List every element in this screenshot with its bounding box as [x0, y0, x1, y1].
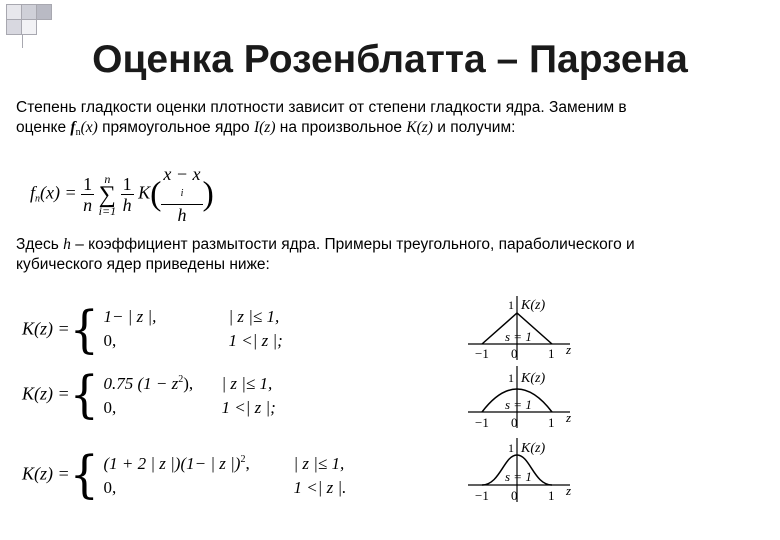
sum-symbol: n ∑ i=1	[98, 171, 117, 218]
intro-line-1: Степень гладкости оценки плотности зависит от степени гладкости ядра. Заменим в	[16, 99, 627, 116]
parzen-estimate-formula: $f_n(x)$ = $\frac{1}{n}$ n ∑ i=1 $\frac{1}{h}$ K( x − x i h )	[30, 164, 214, 225]
triangular-kernel-plot	[468, 296, 571, 361]
svg-text:K(z): K(z)	[521, 298, 546, 313]
note-line-2: кубического ядер приведены ниже:	[16, 256, 270, 273]
parabolic-kernel-plot	[468, 366, 571, 430]
intro-line-2: оценке $f_n(x)$ прямоугольное ядро I(z) на произвольное K(z) и получим:	[16, 119, 516, 138]
svg-text:1: 1	[508, 371, 514, 385]
svg-text:0: 0	[511, 415, 518, 430]
svg-text:1: 1	[548, 488, 555, 503]
fraction-1-over-h: $\frac{1}{h}$	[122, 174, 132, 215]
svg-text:−1: −1	[475, 488, 489, 503]
parabolic-kernel-formula: K(z) ={ 0.75 $(1 - z^2)$, | z |≤ 1, 0, 1 <| z |;	[22, 364, 276, 424]
svg-text:1: 1	[508, 298, 514, 312]
svg-text:−1: −1	[475, 346, 489, 361]
fraction-1-over-n: $\frac{1}{n}$	[83, 174, 93, 215]
svg-text:−1: −1	[475, 415, 489, 430]
triangular-kernel-formula: K(z) ={ 1− | z |, | z |≤ 1, 0, 1 <| z |;	[22, 299, 283, 359]
svg-text:z: z	[566, 483, 572, 498]
svg-text:K(z): K(z)	[521, 441, 546, 456]
fraction-kernel-argument: x − x i h	[163, 164, 201, 225]
svg-text:0: 0	[511, 488, 518, 503]
cubic-kernel-plot	[468, 438, 571, 503]
svg-text:z: z	[566, 342, 572, 357]
cubic-kernel-formula: K(z) ={ (1 + 2 | z |)(1− | z |)$^2$, | z |≤ 1, 0, 1 <| z |.	[22, 444, 347, 504]
svg-text:s = 1: s = 1	[505, 469, 532, 484]
note-line-1: Здесь h – коэффициент размытости ядра. Примеры треугольного, параболического и	[16, 236, 635, 253]
svg-text:K(z): K(z)	[521, 371, 546, 386]
svg-text:1: 1	[508, 441, 514, 455]
svg-text:s = 1: s = 1	[505, 329, 532, 344]
svg-text:1: 1	[548, 415, 555, 430]
svg-text:0: 0	[511, 346, 518, 361]
svg-text:z: z	[566, 410, 572, 425]
svg-text:s = 1: s = 1	[505, 397, 532, 412]
slide-title: Оценка Розенблатта – Парзена	[92, 38, 688, 81]
svg-text:1: 1	[548, 346, 555, 361]
